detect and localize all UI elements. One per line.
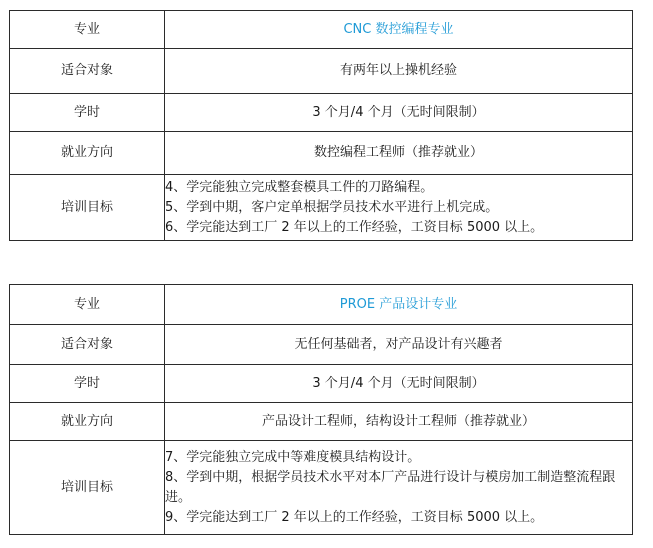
table-row — [10, 285, 633, 325]
table-row — [10, 132, 633, 175]
career-value: 产品设计工程师，结构设计工程师（推荐就业） — [165, 403, 633, 441]
goals-list — [165, 175, 633, 241]
table-row — [10, 11, 633, 49]
duration-value: 3 个月/4 个月（无时间限制） — [165, 365, 633, 403]
major-name: PROE 产品设计专业 — [165, 285, 633, 325]
table-row — [10, 441, 633, 535]
goals-list — [165, 441, 633, 535]
row-label-goals: 培训目标 — [10, 175, 165, 241]
table-row — [10, 325, 633, 365]
goal-item: 4、学完能独立完成整套模具工件的刀路编程。 — [165, 179, 434, 195]
table-row — [10, 49, 633, 94]
audience-value: 有两年以上操机经验 — [165, 49, 633, 94]
table-row — [10, 94, 633, 132]
table-row — [10, 365, 633, 403]
row-label-major: 专业 — [10, 285, 165, 325]
row-label-audience: 适合对象 — [10, 49, 165, 94]
row-label-goals: 培训目标 — [10, 441, 165, 535]
row-label-career: 就业方向 — [10, 403, 165, 441]
goal-item: 6、学完能达到工厂 2 年以上的工作经验，工资目标 5000 以上。 — [165, 219, 544, 235]
goal-item: 9、学完能达到工厂 2 年以上的工作经验，工资目标 5000 以上。 — [165, 509, 544, 525]
duration-value: 3 个月/4 个月（无时间限制） — [165, 94, 633, 132]
table-row — [10, 403, 633, 441]
major-name: CNC 数控编程专业 — [165, 11, 633, 49]
audience-value: 无任何基础者，对产品设计有兴趣者 — [165, 325, 633, 365]
row-label-duration: 学时 — [10, 94, 165, 132]
table-row — [10, 175, 633, 241]
row-label-major: 专业 — [10, 11, 165, 49]
row-label-career: 就业方向 — [10, 132, 165, 175]
course-table-proe — [9, 284, 633, 535]
goal-item: 8、学到中期，根据学员技术水平对本厂产品进行设计与模房加工制造整流程跟进。 — [165, 469, 616, 505]
goal-item: 7、学完能独立完成中等难度模具结构设计。 — [165, 449, 421, 465]
career-value: 数控编程工程师（推荐就业） — [165, 132, 633, 175]
row-label-duration: 学时 — [10, 365, 165, 403]
row-label-audience: 适合对象 — [10, 325, 165, 365]
course-table-cnc — [9, 10, 633, 241]
goal-item: 5、学到中期，客户定单根据学员技术水平进行上机完成。 — [165, 199, 499, 215]
